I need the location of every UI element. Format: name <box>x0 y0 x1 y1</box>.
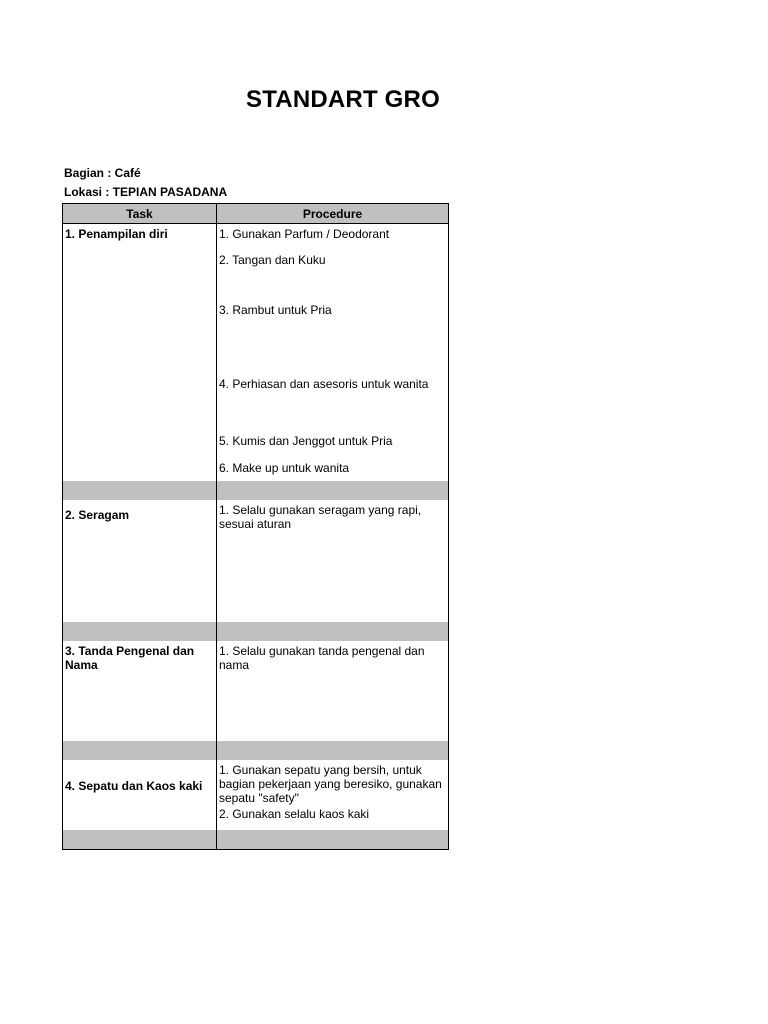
procedure-cell <box>217 760 449 830</box>
table-header-row <box>63 204 449 224</box>
task-cell <box>63 500 217 622</box>
table-row <box>63 224 449 482</box>
table-row <box>63 500 449 622</box>
separator-row <box>63 622 449 641</box>
procedure-cell <box>217 224 449 482</box>
task-cell: 1. Penampilan diri <box>63 224 217 482</box>
separator-row <box>63 830 449 850</box>
separator-row <box>63 741 449 760</box>
procedure-step: 1. Selalu gunakan seragam yang rapi, sesuai aturan <box>219 503 422 531</box>
page-title: STANDART GRO <box>246 86 440 113</box>
task-label: 3. Tanda Pengenal dan Nama <box>65 644 195 672</box>
standard-table <box>62 203 449 850</box>
procedure-step: 2. Tangan dan Kuku <box>219 253 326 267</box>
procedure-step: 1. Selalu gunakan tanda pengenal dan nama <box>219 644 425 672</box>
procedure-step: 3. Rambut untuk Pria <box>219 303 332 317</box>
task-cell <box>63 760 217 830</box>
table-row <box>63 641 449 741</box>
procedure-cell <box>217 500 449 622</box>
separator-row <box>63 481 449 500</box>
location-label: Lokasi : TEPIAN PASADANA <box>64 185 228 199</box>
procedure-cell <box>217 641 449 741</box>
task-cell <box>63 641 217 741</box>
table-row <box>63 760 449 830</box>
department-label: Bagian : Café <box>64 166 141 180</box>
procedure-step: 1. Gunakan sepatu yang bersih, untuk bagian pekerjaan yang beresiko, gunakan sepatu "safety" <box>219 763 442 805</box>
task-label: 2. Seragam <box>65 508 130 522</box>
task-label: 4. Sepatu dan Kaos kaki <box>65 779 203 793</box>
procedure-step: 5. Kumis dan Jenggot untuk Pria <box>219 434 393 448</box>
column-header-task: Task <box>63 204 217 224</box>
procedure-step: 6. Make up untuk wanita <box>219 461 350 475</box>
procedure-step: 2. Gunakan selalu kaos kaki <box>219 807 370 821</box>
column-header-procedure: Procedure <box>217 204 449 224</box>
procedure-step: 1. Gunakan Parfum / Deodorant <box>219 227 390 241</box>
procedure-step: 4. Perhiasan dan asesoris untuk wanita <box>219 377 429 391</box>
